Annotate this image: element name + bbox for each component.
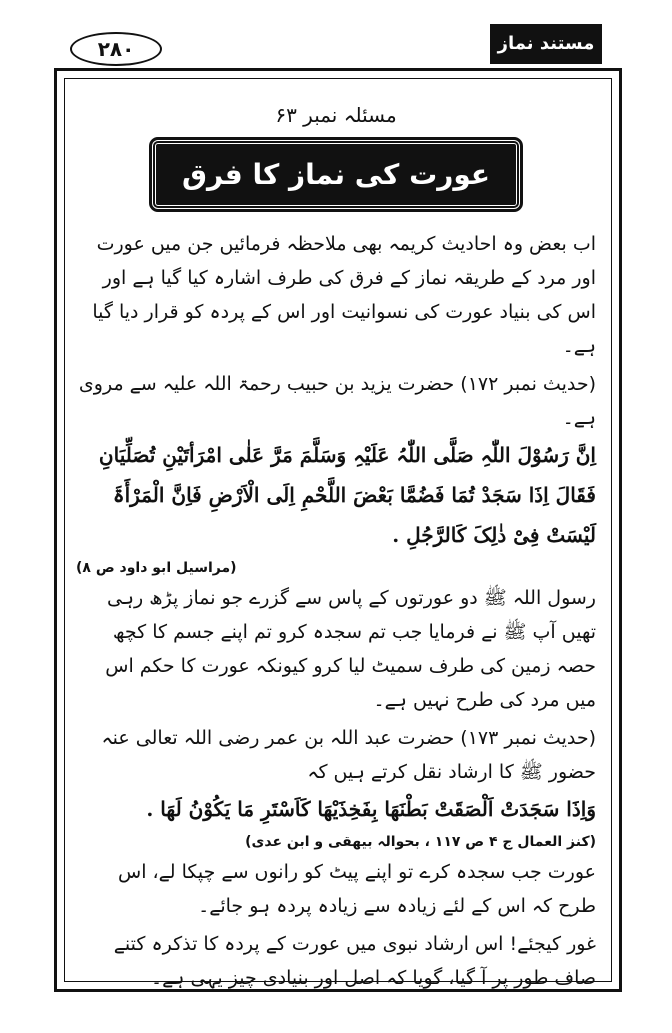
hadith-2-translation: عورت جب سجدہ کرے تو اپنے پیٹ کو رانوں سے چپکا لے، اس طرح کہ اس کے لئے زیادہ سے زیادہ پردہ ہو جائے۔ [118,861,596,917]
page-number: ۲۸۰ [70,32,162,66]
masala-number: مسئلہ نمبر ۶۳ [275,103,397,127]
section-title: عورت کی نماز کا فرق [152,140,520,209]
hadith-1-arabic: اِنَّ رَسُوْلَ اللّٰہِ صَلَّی اللّٰہُ عَلَیْہِ وَسَلَّمَ مَرَّ عَلٰی امْرَأتَیْنِ تُصَلِّیَانِ فَقَالَ اِذَا سَجَدْ تُمَا فَضُمَّا بَعْضَ اللَّحْمِ اِلَی الْاَرْضِ فَاِنَّ الْمَرْأَۃَ لَیْسَتْ فِیْ ذٰلِکَ کَالرَّجُلِ . [98,443,596,547]
hadith-2-intro: (حدیث نمبر ۱۷۳) حضرت عبد اللہ بن عمر رضی اللہ تعالی عنہ حضور ﷺ کا ارشاد نقل کرتے ہیں کہ [101,727,596,783]
conclusion-paragraph: غور کیجئے! اس ارشاد نبوی میں عورت کے پردہ کا تذکرہ کتنے صاف طور پر آ گیا، گویا کہ اصل اور بنیادی چیز یہی ہے۔ [113,933,596,989]
hadith-2-reference: (کنز العمال ج ۴ ص ۱۱۷ ، بحوالہ بیھقی و ابن عدی) [245,834,596,850]
hadith-2-arabic: وَاِذَا سَجَدَتْ اَلْصَقَتْ بَطْنَھَا بِفَخِذَیْھَا کَاَسْتَرِ مَا یَکُوْنُ لَھَا . [146,797,596,821]
hadith-1-translation: رسول اللہ ﷺ دو عورتوں کے پاس سے گزرے جو نماز پڑھ رہی تھیں آپ ﷺ نے فرمایا جب تم سجدہ کرو تم اپنے جسم کا کچھ حصہ زمین کی طرف سمیٹ لیا کرو کیونکہ عورت کا حکم اس میں مرد کی طرح نہیں ہے۔ [105,587,596,711]
hadith-1-intro: (حدیث نمبر ۱۷۲) حضرت یزید بن حبیب رحمۃ اللہ علیہ سے مروی ہے۔ [78,373,596,429]
section-title-wrap [76,140,596,209]
hadith-1-reference: (مراسیل ابو داود ص ۸) [76,560,237,576]
page-content [76,100,596,995]
intro-paragraph: اب بعض وہ احادیث کریمہ بھی ملاحظہ فرمائیں جن میں عورت اور مرد کے طریقہ نماز کے فرق کی طرف اشارہ کیا گیا ہے اور اس کی بنیاد عورت کی نسوانیت اور اس کے پردہ کو قرار دیا گیا ہے۔ [92,233,596,357]
book-title: مستند نماز حنفی [490,24,602,64]
